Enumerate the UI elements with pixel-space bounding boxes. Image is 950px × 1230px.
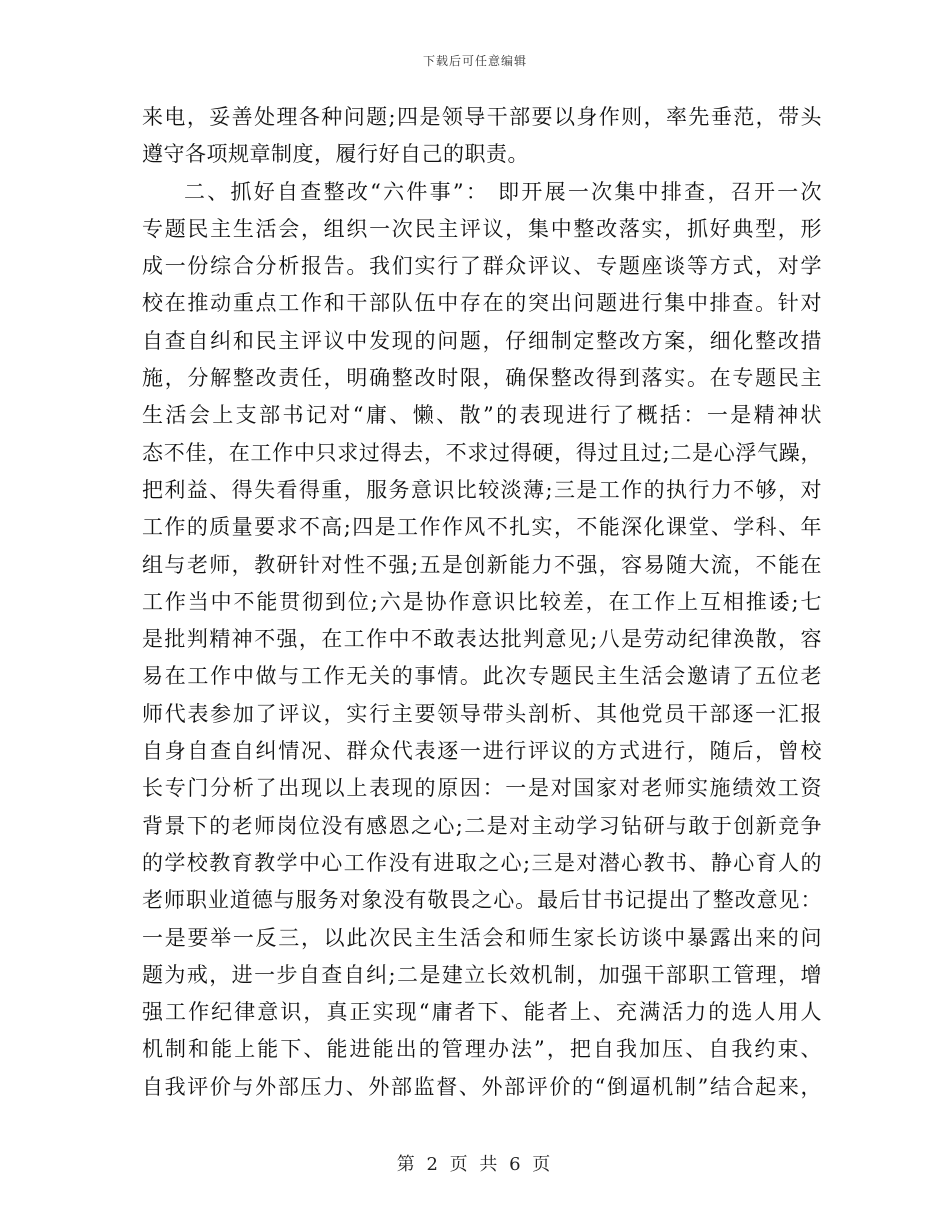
text-line: 强工作纪律意识，真正实现“庸者下、能者上、充满活力的选人用人	[142, 1000, 822, 1025]
text-line: 是批判精神不强，在工作中不敢表达批判意见;八是劳动纪律涣散，容	[142, 627, 822, 652]
text-line: 二、抓好自查整改“六件事”： 即开展一次集中排查，召开一次	[184, 179, 822, 204]
text-line: 校在推动重点工作和干部队伍中存在的突出问题进行集中排查。针对	[142, 291, 822, 316]
page-number-footer: 第 2 页 共 6 页	[396, 1154, 554, 1175]
text-line: 老师职业道德与服务对象没有敬畏之心。最后甘书记提出了整改意见：	[142, 888, 822, 913]
text-line: 长专门分析了出现以上表现的原因：一是对国家对老师实施绩效工资	[142, 776, 822, 801]
text-line: 成一份综合分析报告。我们实行了群众评议、专题座谈等方式，对学	[142, 254, 822, 279]
text-line: 工作的质量要求不高;四是工作作风不扎实，不能深化课堂、学科、年	[142, 515, 822, 540]
text-line: 组与老师，教研针对性不强;五是创新能力不强，容易随大流，不能在	[142, 552, 822, 577]
text-line: 遵守各项规章制度，履行好自己的职责。	[142, 142, 529, 167]
text-line: 把利益、得失看得重，服务意识比较淡薄;三是工作的执行力不够，对	[142, 477, 822, 502]
text-line: 的学校教育教学中心工作没有进取之心;三是对潜心教书、静心育人的	[142, 850, 822, 875]
text-line: 生活会上支部书记对“庸、懒、散”的表现进行了概括：一是精神状	[142, 403, 822, 428]
text-line: 背景下的老师岗位没有感恩之心;二是对主动学习钻研与敢于创新竞争	[142, 813, 822, 838]
text-line: 工作当中不能贯彻到位;六是协作意识比较差，在工作上互相推诿;七	[142, 589, 822, 614]
text-line: 题为戒，进一步自查自纠;二是建立长效机制，加强干部职工管理，增	[142, 962, 822, 987]
text-line: 施，分解整改责任，明确整改时限，确保整改得到落实。在专题民主	[142, 366, 822, 391]
text-line: 来电，妥善处理各种问题;四是领导干部要以身作则，率先垂范，带头	[142, 105, 822, 129]
text-line: 易在工作中做与工作无关的事情。此次专题民主生活会邀请了五位老	[142, 664, 822, 689]
text-line: 一是要举一反三，以此次民主生活会和师生家长访谈中暴露出来的问	[142, 925, 822, 950]
document-body	[142, 99, 822, 1106]
text-line: 自身自查自纠情况、群众代表逐一进行评议的方式进行，随后，曾校	[142, 739, 822, 764]
text-line: 专题民主生活会，组织一次民主评议，集中整改落实，抓好典型，形	[142, 216, 822, 241]
text-line: 态不佳，在工作中只求过得去，不求过得硬，得过且过;二是心浮气躁，	[142, 440, 822, 465]
text-line: 自我评价与外部压力、外部监督、外部评价的“倒逼机制”结合起来，	[142, 1074, 822, 1099]
text-line: 自查自纠和民主评议中发现的问题，仔细制定整改方案，细化整改措	[142, 328, 822, 353]
text-line: 机制和能上能下、能进能出的管理办法”，把自我加压、自我约束、	[142, 1037, 822, 1062]
page-header: 下载后可任意编辑	[422, 54, 527, 68]
text-line: 师代表参加了评议，实行主要领导带头剖析、其他党员干部逐一汇报	[142, 701, 822, 726]
